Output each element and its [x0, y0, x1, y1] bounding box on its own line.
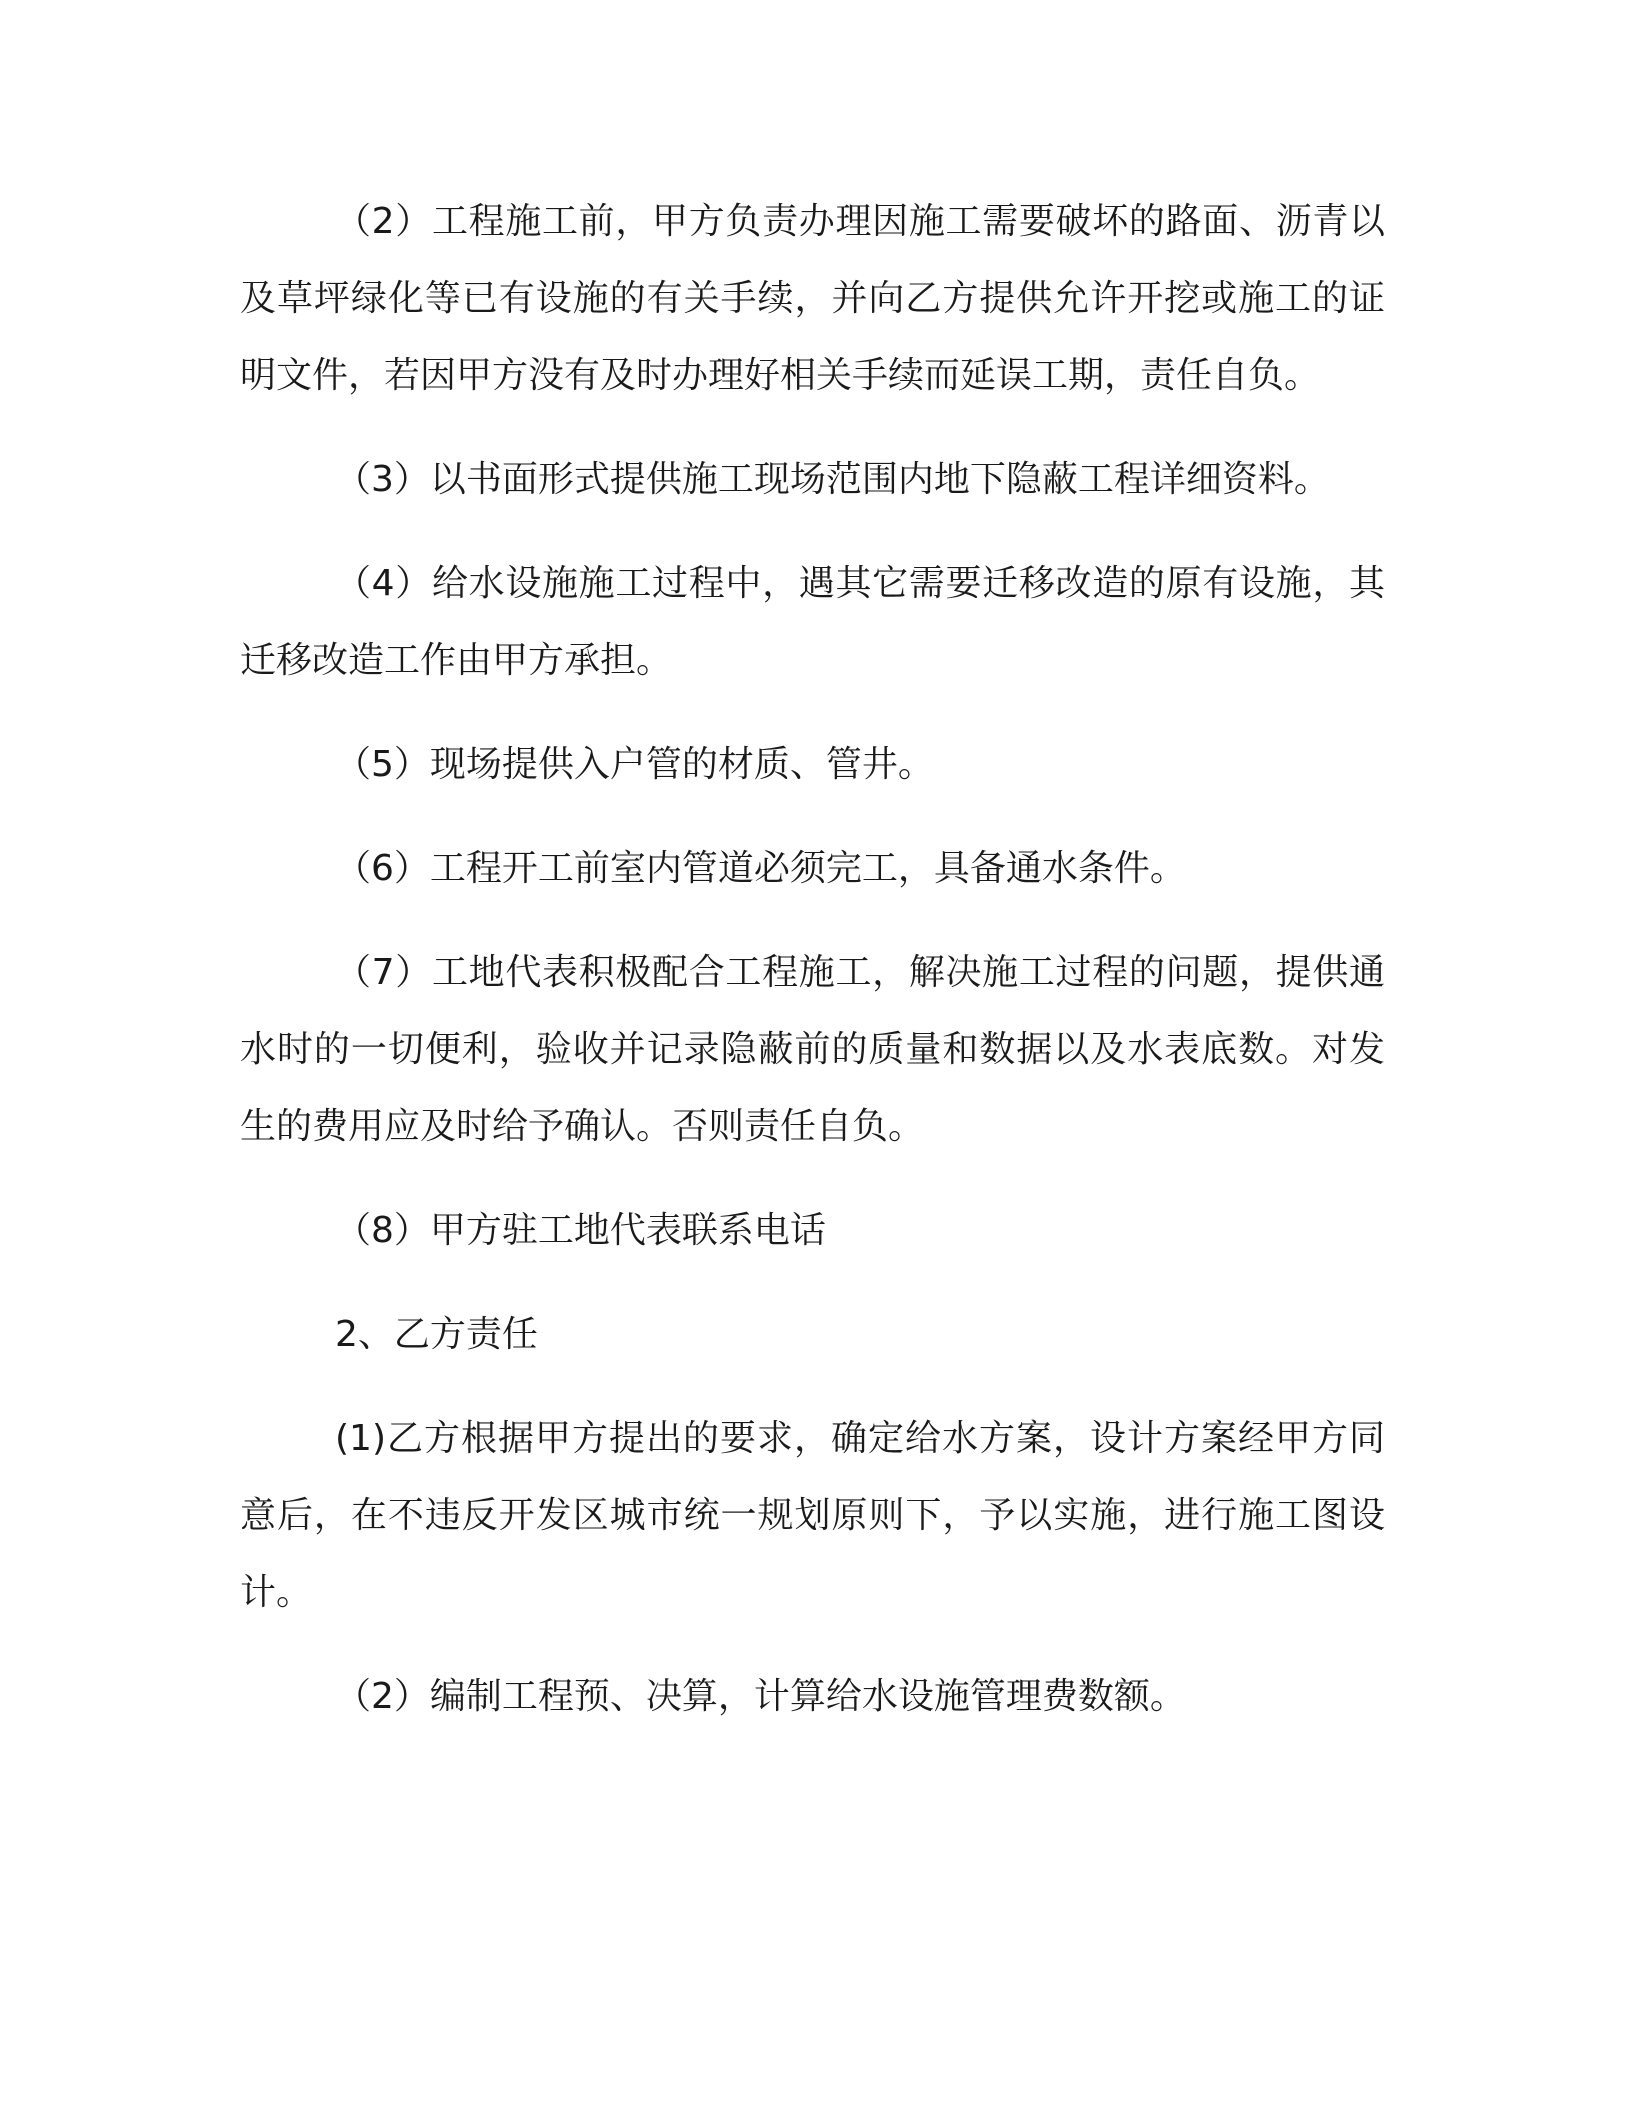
paragraph-party-b-1: (1)乙方根据甲方提出的要求，确定给水方案，设计方案经甲方同意后，在不违反开发区城市统一规划原则下，予以实施，进行施工图设计。	[240, 1418, 1385, 1613]
paragraph-party-a-5: （5）现场提供入户管的材质、管井。	[335, 744, 934, 785]
paragraph-party-a-4: （4）给水设施施工过程中，遇其它需要迁移改造的原有设施，其迁移改造工作由甲方承担。	[240, 563, 1385, 681]
section-heading-party-b: 2、乙方责任	[335, 1314, 538, 1355]
paragraph-party-a-3: （3）以书面形式提供施工现场范围内地下隐蔽工程详细资料。	[335, 459, 1330, 500]
document-body	[240, 183, 1385, 1735]
paragraph-party-a-8: （8）甲方驻工地代表联系电话	[335, 1210, 826, 1251]
paragraph-party-b-2: （2）编制工程预、决算，计算给水设施管理费数额。	[335, 1676, 1186, 1717]
paragraph-party-a-7: （7）工地代表积极配合工程施工，解决施工过程的问题，提供通水时的一切便利，验收并记录隐蔽前的质量和数据以及水表底数。对发生的费用应及时给予确认。否则责任自负。	[240, 952, 1385, 1147]
paragraph-party-a-2: （2）工程施工前，甲方负责办理因施工需要破坏的路面、沥青以及草坪绿化等已有设施的有关手续，并向乙方提供允许开挖或施工的证明文件，若因甲方没有及时办理好相关手续而延误工期，责任自负。	[240, 201, 1385, 396]
paragraph-party-a-6: （6）工程开工前室内管道必须完工，具备通水条件。	[335, 848, 1186, 889]
